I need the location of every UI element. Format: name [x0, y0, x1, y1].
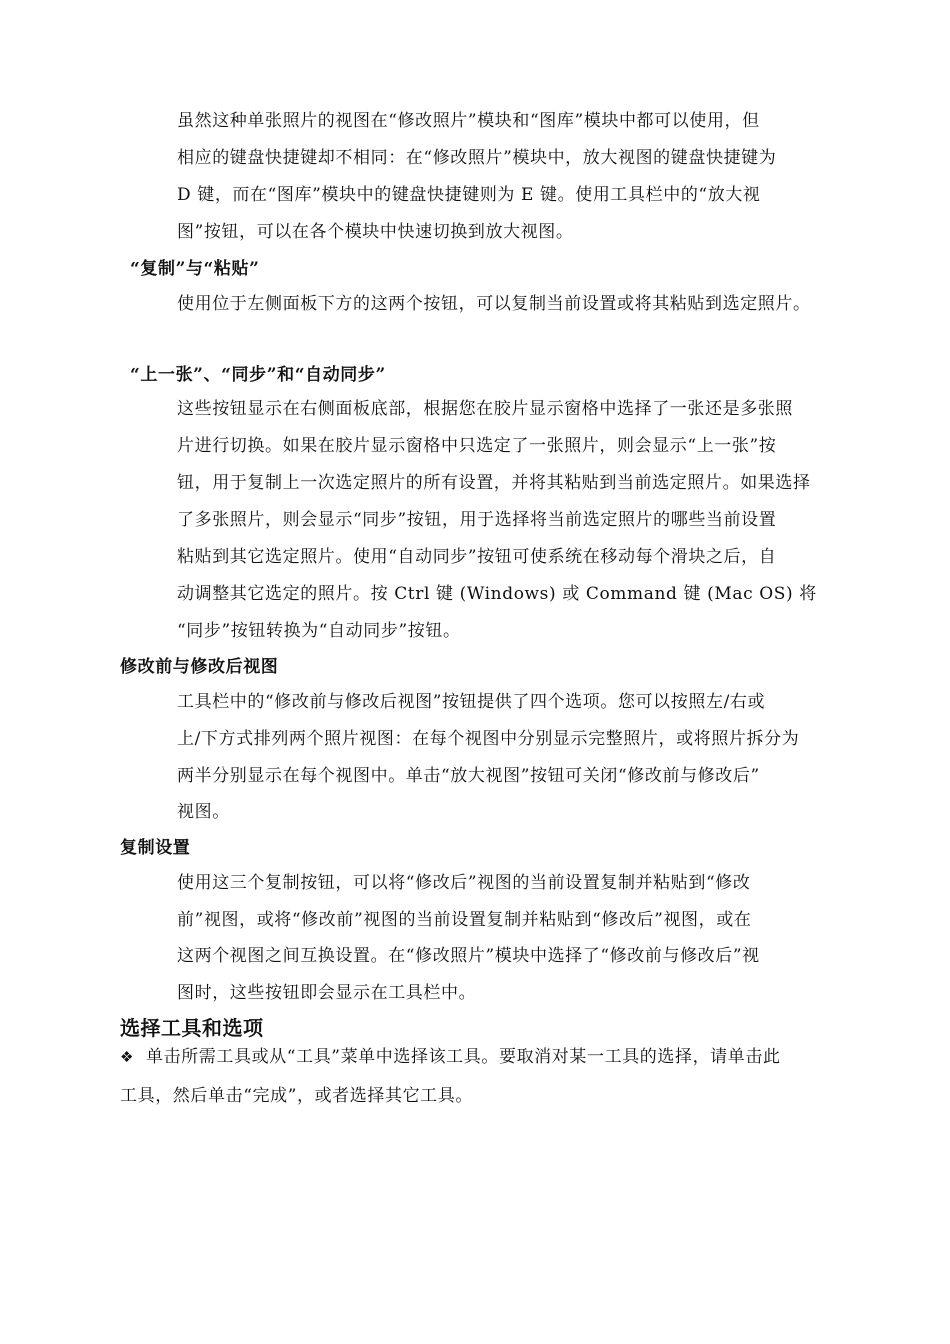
bullet-continuation: 工具，然后单击“完成”，或者选择其它工具。	[120, 1086, 473, 1106]
paragraph-line: D 键，而在“图库”模块中的键盘快捷键则为 E 键。使用工具栏中的“放大视	[177, 185, 761, 205]
paragraph-line: 图”按钮，可以在各个模块中快速切换到放大视图。	[177, 222, 574, 242]
paragraph-line: 使用位于左侧面板下方的这两个按钮，可以复制当前设置或将其粘贴到选定照片。	[177, 294, 811, 314]
section-title-select-tools: 选择工具和选项	[120, 1016, 264, 1040]
bullet-text: 单击所需工具或从“工具”菜单中选择该工具。要取消对某一工具的选择，请单击此	[146, 1047, 781, 1067]
section-heading-sync: “上一张”、“同步”和“自动同步”	[130, 365, 386, 385]
paragraph-line: 粘贴到其它选定照片。使用“自动同步”按钮可使系统在移动每个滑块之后，自	[177, 547, 777, 567]
section-heading-before-after: 修改前与修改后视图	[120, 657, 279, 677]
section-heading-copy-paste: “复制”与“粘贴”	[130, 259, 260, 279]
paragraph-line: 工具栏中的“修改前与修改后视图”按钮提供了四个选项。您可以按照左/右或	[177, 692, 766, 712]
paragraph-line: 这两个视图之间互换设置。在“修改照片”模块中选择了“修改前与修改后”视	[177, 946, 760, 966]
paragraph-line: 动调整其它选定的照片。按 Ctrl 键 (Windows) 或 Command 键 (Mac OS) 将	[177, 584, 817, 604]
paragraph-line: 视图。	[177, 802, 230, 822]
paragraph-line: 这些按钮显示在右侧面板底部，根据您在胶片显示窗格中选择了一张还是多张照	[177, 399, 793, 419]
paragraph-line: 使用这三个复制按钮，可以将“修改后”视图的当前设置复制并粘贴到“修改	[177, 873, 751, 893]
paragraph-line: “同步”按钮转换为“自动同步”按钮。	[177, 621, 461, 641]
paragraph-line: 两半分别显示在每个视图中。单击“放大视图”按钮可关闭“修改前与修改后”	[177, 766, 760, 786]
diamond-bullet-icon: ❖	[120, 1048, 135, 1066]
paragraph-line: 了多张照片，则会显示“同步”按钮，用于选择将当前选定照片的哪些当前设置	[177, 510, 777, 530]
section-heading-copy-settings: 复制设置	[120, 838, 191, 858]
paragraph-line: 上/下方式排列两个照片视图：在每个视图中分别显示完整照片，或将照片拆分为	[177, 729, 800, 749]
paragraph-line: 相应的键盘快捷键却不相同：在“修改照片”模块中，放大视图的键盘快捷键为	[177, 148, 777, 168]
paragraph-line: 前”视图，或将“修改前”视图的当前设置复制并粘贴到“修改后”视图，或在	[177, 910, 752, 930]
paragraph-line: 片进行切换。如果在胶片显示窗格中只选定了一张照片，则会显示“上一张”按	[177, 436, 777, 456]
paragraph-line: 钮，用于复制上一次选定照片的所有设置，并将其粘贴到当前选定照片。如果选择	[177, 473, 811, 493]
bullet-item	[120, 1045, 850, 1069]
paragraph-line: 图时，这些按钮即会显示在工具栏中。	[177, 983, 477, 1003]
paragraph-line: 虽然这种单张照片的视图在“修改照片”模块和“图库”模块中都可以使用，但	[177, 111, 760, 131]
